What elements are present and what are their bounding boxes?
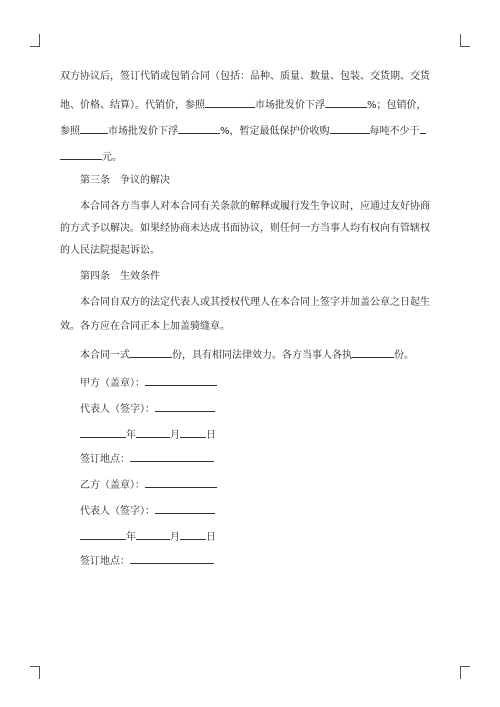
text: 地、价格、结算）。代销价，参照	[60, 100, 205, 111]
text: 的人民法院提起诉讼。	[60, 245, 160, 256]
blank-line	[130, 346, 172, 358]
paragraph-line	[60, 148, 122, 165]
label: 代表人（签字）：	[80, 404, 155, 415]
text: 本合同自双方的法定代表人或其授权代理人在本合同上签字并加盖公章之日起生	[80, 297, 430, 308]
label: 签订地点：	[80, 454, 130, 465]
text: 份。	[394, 350, 414, 361]
paragraph-line	[60, 222, 430, 236]
party-b-place	[80, 552, 214, 569]
blank-line	[178, 122, 220, 134]
party-a-date	[80, 426, 216, 443]
corner-mark-top-left	[30, 34, 40, 47]
blank-line	[180, 426, 206, 438]
paragraph-line	[80, 200, 430, 214]
label: 年	[126, 532, 136, 543]
label: 签订地点：	[80, 556, 130, 567]
party-a-representative	[80, 400, 215, 417]
party-a-seal	[80, 374, 217, 391]
blank-line	[80, 122, 108, 134]
text: %；包销价，	[367, 100, 427, 111]
blank-line	[145, 476, 217, 488]
blank-line	[60, 148, 102, 160]
corner-mark-top-right	[460, 34, 470, 47]
blank-line	[136, 528, 170, 540]
label: 月	[170, 532, 180, 543]
label: 日	[206, 532, 216, 543]
blank-line	[325, 96, 367, 108]
blank-line	[205, 96, 255, 108]
corner-mark-bottom-right	[460, 666, 470, 679]
blank-line	[136, 426, 170, 438]
article-heading	[80, 174, 170, 188]
text: 的方式予以解决。如果经协商未达成书面协议，则任何一方当事人均有权向有管辖权	[60, 223, 430, 234]
corner-mark-bottom-left	[30, 666, 40, 679]
blank-line	[155, 400, 215, 412]
paragraph-line	[60, 320, 230, 334]
label: 乙方（盖章）：	[80, 480, 145, 491]
label: 甲方（盖章）：	[80, 378, 145, 389]
text: 元。	[102, 152, 122, 163]
paragraph-line	[60, 96, 427, 113]
paragraph-line	[60, 70, 430, 84]
party-b-date	[80, 528, 216, 545]
paragraph-line	[60, 244, 160, 258]
paragraph-line	[60, 122, 426, 139]
text: 市场批发价下浮	[108, 126, 178, 137]
text: 份，具有相同法律效力。各方当事人各执	[172, 350, 352, 361]
label: 年	[126, 430, 136, 441]
party-a-place	[80, 450, 214, 467]
text: 参照	[60, 126, 80, 137]
blank-line	[80, 426, 126, 438]
text: 每吨不少于	[369, 126, 420, 137]
heading-text: 第三条 争议的解决	[80, 175, 170, 186]
text: 本合同各方当事人对本合同有关条款的解释或履行发生争议时，应通过友好协商	[80, 201, 430, 212]
blank-line	[145, 374, 217, 386]
copies-line	[80, 346, 414, 363]
text: 效。各方应在合同正本上加盖骑缝章。	[60, 321, 230, 332]
blank-line	[352, 346, 394, 358]
heading-text: 第四条 生效条件	[80, 271, 160, 282]
party-b-seal	[80, 476, 217, 493]
blank-line	[130, 552, 214, 564]
blank-line	[130, 450, 214, 462]
label: 日	[206, 430, 216, 441]
label: 代表人（签字）：	[80, 506, 155, 517]
party-b-representative	[80, 502, 215, 519]
text: 本合同一式	[80, 350, 130, 361]
paragraph-line	[80, 296, 430, 310]
blank-line	[80, 528, 126, 540]
text: 双方协议后，签订代销或包销合同（包括：品种、质量、数量、包装、交货期、交货	[60, 71, 430, 82]
blank-line	[330, 122, 370, 134]
blank-line	[180, 528, 206, 540]
article-heading	[80, 270, 160, 284]
text: %，暂定最低保护价收购	[220, 126, 330, 137]
blank-line	[155, 502, 215, 514]
blank-line	[420, 122, 426, 134]
text: 市场批发价下浮	[255, 100, 325, 111]
label: 月	[170, 430, 180, 441]
